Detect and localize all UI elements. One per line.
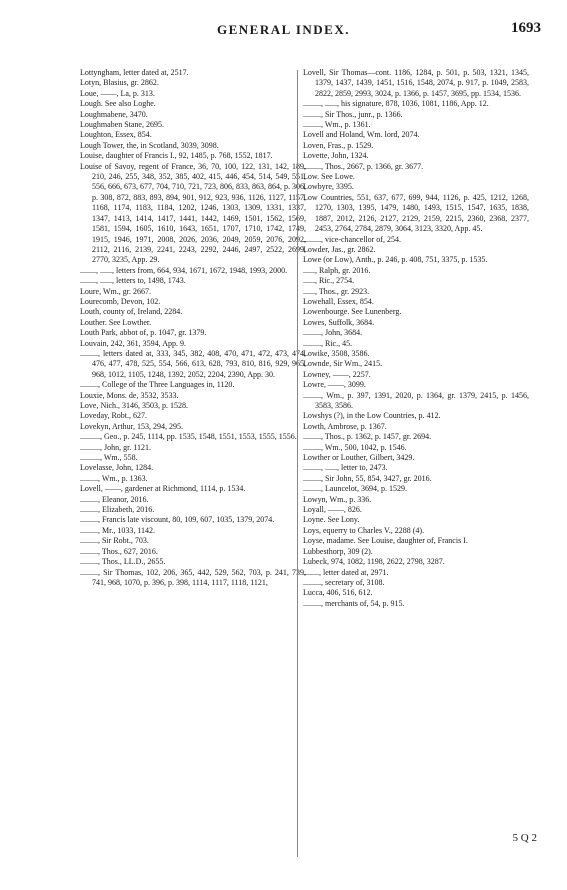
index-entry: Loughmaben Stane, 2695. [80,120,164,130]
index-entry: ........., Wm., p. 1363. [80,473,148,483]
index-entry: ........., Wm., p. 1361. [303,120,371,130]
index-entry: Low. See Lowe. [303,172,355,182]
index-entry: .........., Geo., p. 245, 1114, pp. 1535, 1548, 1551, 1553, 1555, 1556. [80,432,297,442]
index-entry: Lourecomb, Devon, 102. [80,296,161,306]
printer-signature: 5 Q 2 [512,832,537,844]
index-entry: Lowshys (?), in the Low Countries, p. 412. [303,411,441,421]
index-entry: ........., Mr., 1033, 1142. [80,525,156,535]
index-entry: Louth Park, abbot of, p. 1047, gr. 1379. [80,328,207,338]
index-entry: Lotyn, Blasius, gr. 2862. [80,78,159,88]
index-entry: Loys, equerry to Charles V., 2288 (4). [303,525,425,535]
index-entry: Lovelasse, John, 1284. [80,463,154,473]
index-entry: Lowenbourge. See Lunenberg. [303,307,402,317]
index-entry: ........., Francis late viscount, 80, 109, 607, 1035, 1379, 2074. [80,515,275,525]
index-entry: ........., College of the Three Languages in, 1120. [80,380,235,390]
index-entry: Lowyn, Wm., p. 336. [303,494,372,504]
index-entry: ........., letters dated at, 333, 345, 382, 408, 470, 471, 472, 473, 474, 476, 477, 478, 525, 554, 566, 613, 628, 793, 810, 816, 929, 965, 968, 1012, 1105, 1248, 1392, 2052, 2204, 2390, App. 30. [80,348,306,379]
index-entry: Lownde, Sir Wm., 2415. [303,359,383,369]
index-entry: Lubbesthorp, 309 (2). [303,546,373,556]
index-entry: Lovell and Holand, Wm. lord, 2074. [303,130,420,140]
page-number: 1693 [511,20,541,36]
index-entry: Lowther or Louther, Gilbert, 3429. [303,453,415,463]
index-entry: Lovell, ——, gardener at Richmond, 1114, p. 1534. [80,484,246,494]
index-entry: Lowes, Suffolk, 3684. [303,317,375,327]
index-entry: Lowike, 3508, 3586. [303,348,370,358]
index-entry: ........., ......, his signature, 878, 1036, 1081, 1186, App. 12. [303,99,489,109]
index-entry: ........., Launcelot, 3694, p. 1529. [303,484,407,494]
index-entry: Lottyngham, letter dated at, 2517. [80,68,189,77]
index-entry: ........, ......, letters to, 1498, 1743. [80,276,186,286]
index-entry: Lowbyre, 3395. [303,182,354,192]
index-entry: Louvain, 242, 361, 3594, App. 9. [80,338,186,348]
index-entry: Low Countries, 551, 637, 677, 699, 944, 1126, p. 425, 1212, 1268, 1270, 1303, 1395, 1479, 1480, 1493, 1515, 1547, 1635, 1838, 1887, 2012, 2126, 2127, 2129, 2159, 2215, 2360, 2368, 2377, 2453, 2764, 2784, 2879, 3064, 3123, 3320, App. 45. [303,192,529,234]
index-entry: .........., John, gr. 1121. [80,442,152,452]
index-entry: Louther. See Lowther. [80,317,152,327]
index-entry: ........., Sir Thomas, 102, 206, 365, 442, 529, 562, 703, p. 241, 739, 741, 968, 1070, p. 396, p. 398, 1114, 1117, 1118, 1121, [80,567,306,587]
index-entry: Lowehall, Essex, 854. [303,296,374,306]
index-entry: Loughmabene, 3470. [80,109,148,119]
index-entry: Lovette, John, 1324. [303,151,369,161]
index-entry: ........., Wm., p. 397, 1391, 2020, p. 1364, gr. 1379, 2415, p. 1456, 3583, 3586. [303,390,529,410]
index-entry: Loveday, Robt., 627. [80,411,148,421]
index-entry: Lough. See also Loghe. [80,99,156,109]
index-entry: Louxie, Mons. de, 3532, 3533. [80,390,179,400]
index-entry: ........., vice-chancellor of, 254. [303,234,401,244]
index-entry: ........., Elizabeth, 2016. [80,505,155,515]
column-divider [297,70,298,857]
index-entry: ......, Ric., 2754. [303,276,355,286]
index-entry: Lowder, Jas., gr. 2862. [303,244,376,254]
index-entry: Lough Tower, the, in Scotland, 3039, 3098. [80,140,219,150]
index-entry: Loven, Fras., p. 1529. [303,140,374,150]
index-column-left [80,68,306,588]
index-entry: Louth, county of, Ireland, 2284. [80,307,183,317]
index-entry: ........., Wm., 500, 1042, p. 1546. [303,442,407,452]
index-entry: ........., Sir John, 55, 854, 3427, gr. 2016. [303,473,432,483]
index-entry: Lucca, 406, 516, 612. [303,588,373,598]
index-entry: ........., ......, letter to, 2473. [303,463,388,473]
index-entry: ........., merchants of, 54, p. 915. [303,598,405,608]
index-entry: ........., secretary of, 3108. [303,577,385,587]
index-entry: Loyse, madame. See Louise, daughter of, Francis I. [303,536,468,546]
index-entry: ........, ......, letters from, 664, 934, 1671, 1672, 1948, 1993, 2000. [80,265,288,275]
index-entry: ......, Ralph, gr. 2016. [303,265,371,275]
index-entry: Louise of Savoy, regent of France, 36, 70, 100, 122, 131, 142, 189, 210, 246, 255, 348, 352, 385, 402, 415, 446, 454, 514, 549, 551, 556, 666, 673, 677, 704, 710, 721, 723, 806, 833, 863, 864, p. 306, p. 308, 872, 883, 893, 894, 901, 912, 923, 936, 1126, 1127, 1157, 1168, 1174, 1183, 1184, 1202, 1246, 1303, 1309, 1331, 1337, 1347, 1413, 1414, 1417, 1441, 1442, 1469, 1501, 1562, 1569, 1581, 1594, 1605, 1610, 1643, 1651, 1707, 1710, 1742, 1749, 1915, 1946, 1971, 2008, 2026, 2036, 2049, 2059, 2076, 2092, 2112, 2116, 2139, 2241, 2243, 2292, 2446, 2497, 2522, 2699, 2770, 3235, App. 29. [80,161,306,265]
index-entry: ........., Thos., p. 1362, p. 1457, gr. 2694. [303,432,432,442]
index-entry: ........, letter dated at, 2971. [303,567,389,577]
page-header [0,20,567,42]
index-entry: Loughton, Essex, 854. [80,130,152,140]
page-title: GENERAL INDEX. [217,22,350,37]
index-entry: Loure, Wm., gr. 2667. [80,286,151,296]
index-entry: Loyall, ——, 826. [303,505,362,515]
index-entry: Loyne. See Lony. [303,515,360,525]
index-entry: ........., Thos., LL.D., 2655. [80,557,166,567]
index-entry: Lowre, ——, 3099. [303,380,366,390]
index-entry: Love, Nich., 3146, 3503, p. 1528. [80,401,188,410]
index-entry: ........., Ric., 45. [303,338,353,348]
index-entry: ......, Thos., gr. 2923. [303,286,370,296]
index-entry: .........., Wm., 558. [80,453,138,463]
index-entry: ........., Sir Thos., junr., p. 1366. [303,109,403,119]
index-entry: Louise, daughter of Francis I., 92, 1485, p. 768, 1552, 1817. [80,151,273,161]
index-entry: Lowe (or Low), Anth., p. 246, p. 408, 751, 3375, p. 1535. [303,255,488,265]
index-entry: ........., Thos., 627, 2016. [80,546,158,556]
index-entry: Lubeck, 974, 1082, 1198, 2622, 2798, 3287. [303,557,445,567]
index-entry: Lowney, ——, 2257. [303,369,371,379]
index-entry: ........., Eleanor, 2016. [80,494,149,504]
index-column-right [303,68,529,609]
index-entry: ........., Sir Robt., 703. [80,536,149,546]
index-entry: ........., Thos., 2667, p. 1366, gr. 3677. [303,161,424,171]
index-entry: Loue, ——, La, p. 313. [80,88,155,98]
index-entry: Lovekyn, Arthur, 153, 294, 295. [80,421,184,431]
index-entry: ........., John, 3684. [303,328,363,338]
index-entry: Lovell, Sir Thomas—cont. 1186, 1284, p. 501, p. 503, 1321, 1345, 1379, 1437, 1439, 1451, 1516, 1548, 2074, p. 917, p. 1049, 2583, 2822, 2859, 2993, 3024, p. 1366, p. 1457, 3695, pp. 1534, 1536. [303,68,529,98]
index-entry: Lowth, Ambrose, p. 1367. [303,421,387,431]
